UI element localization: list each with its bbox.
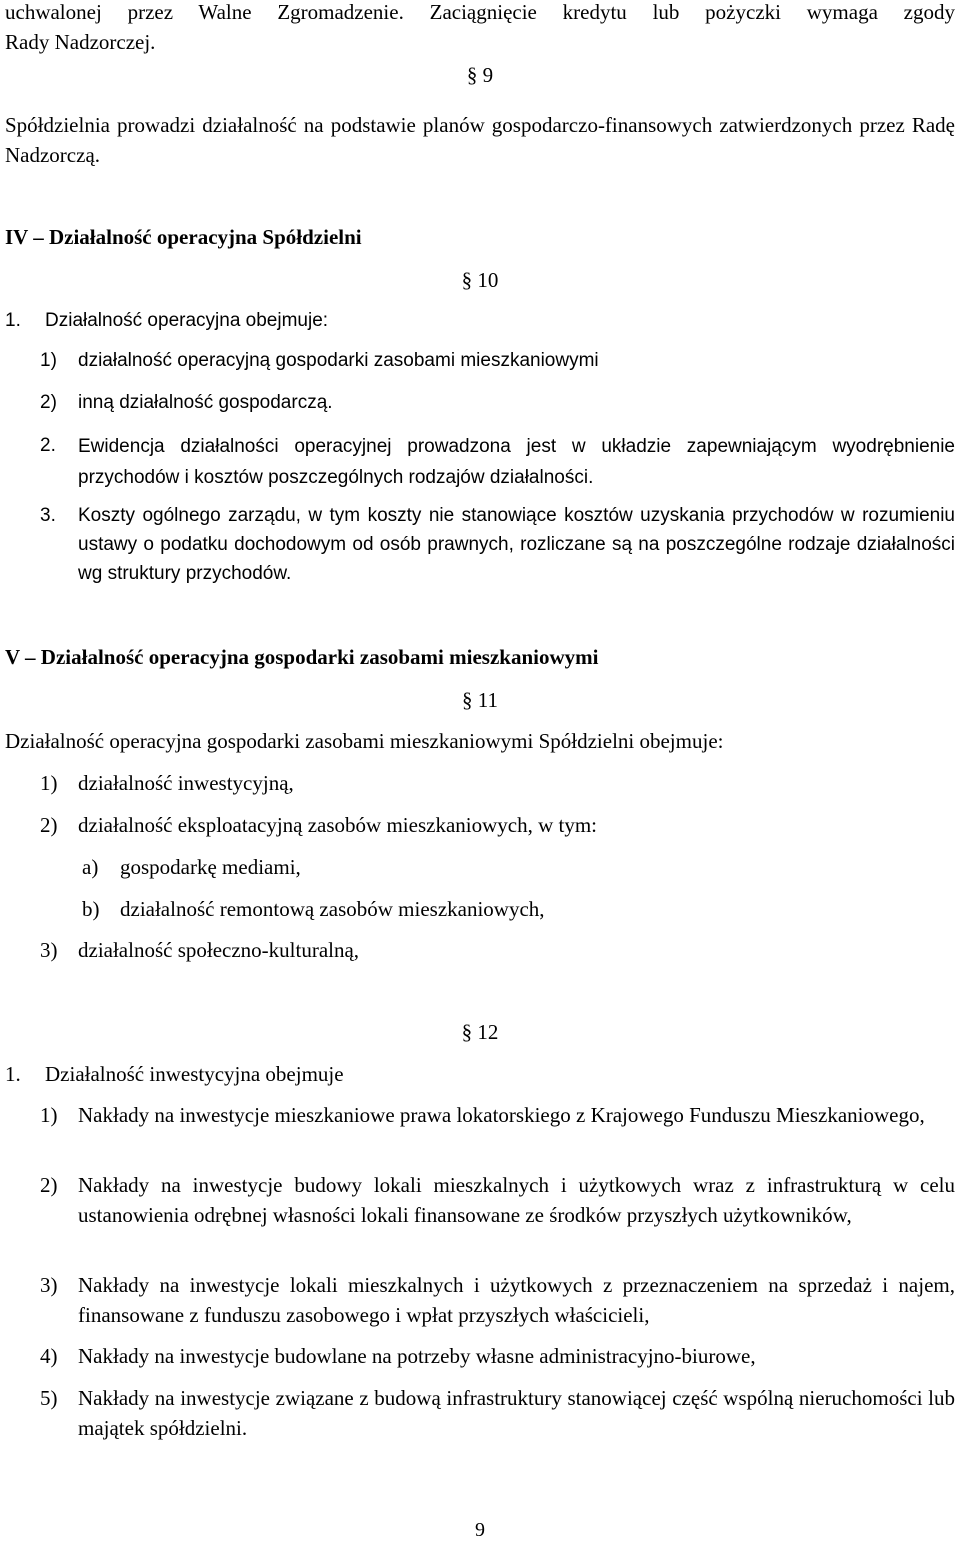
list-item-text: działalność eksploatacyjną zasobów mieszkaniowych, w tym: [78,813,598,837]
list-item [40,1170,955,1230]
list-item-text: Nakłady na inwestycje budowy lokali mieszkalnych i użytkowych wraz z infrastrukturą w celu ustanowienia odrębnej własności lokali finansowane ze środków przyszłych użytkowników, [78,1173,955,1227]
list-item-number: 5) [40,1386,58,1410]
para-number: 1. [5,310,21,331]
para-number: 3. [40,505,56,526]
page-number: 9 [475,1519,485,1541]
list-item [40,1270,955,1330]
section-9-sign: § 9 [466,63,494,87]
list-item-text: inną działalność gospodarczą. [78,392,333,413]
chapter-4-heading: IV – Działalność operacyjna Spółdzielni [5,225,362,249]
list-item-text: działalność operacyjną gospodarki zasobami mieszkaniowymi [78,350,599,371]
carryover-line-2: Rady Nadzorczej. [5,30,156,54]
para-text: Ewidencja działalności operacyjnej prowadzona jest w układzie zapewniającym wyodrębnienie przychodów i kosztów poszczególnych rodzajów działalności. [78,436,955,488]
section-9-text: Spółdzielnia prowadzi działalność na podstawie planów gospodarczo-finansowych zatwierdzonych przez Radę Nadzorczą. [5,113,955,167]
list-item-number: 1) [40,1103,58,1127]
list-item [40,935,955,965]
carryover-line-1: uchwalonej przez Walne Zgromadzenie. Zaciągnięcie kredytu lub pożyczki wymaga zgody [5,0,955,24]
section-12-para-1 [5,1059,955,1089]
chapter-5-heading: V – Działalność operacyjna gospodarki zasobami mieszkaniowymi [5,645,599,669]
list-item-number: 3) [40,1273,58,1297]
section-11-intro: Działalność operacyjna gospodarki zasobami mieszkaniowymi Spółdzielni obejmuje: [5,729,724,753]
list-item-text: działalność inwestycyjną, [78,771,294,795]
list-item [40,768,955,798]
section-10-para-1 [5,306,955,336]
list-item [40,346,955,376]
section-10-para-2 [40,431,955,493]
section-11-sign: § 11 [462,688,498,712]
list-item-number: b) [82,897,100,921]
list-item-number: 2) [40,1173,58,1197]
para-text: Działalność inwestycyjna obejmuje [45,1062,344,1086]
section-12-sign: § 12 [461,1020,499,1044]
list-item [40,1383,955,1443]
section-10-sign: § 10 [461,268,499,292]
list-item-text: Nakłady na inwestycje budowlane na potrzeby własne administracyjno-biurowe, [78,1344,756,1368]
list-item-text: gospodarkę mediami, [120,855,301,879]
list-item-number: 2) [40,813,58,837]
list-item [40,388,955,418]
list-item [82,852,955,882]
list-item-text: Nakłady na inwestycje lokali mieszkalnych i użytkowych z przeznaczeniem na sprzedaż i najem, finansowane z funduszu zasobowego i wpłat przyszłych właścicieli, [78,1273,955,1327]
list-item-text: Nakłady na inwestycje związane z budową infrastruktury stanowiącej część wspólną nieruchomości lub majątek spółdzielni. [78,1386,955,1440]
para-text: Koszty ogólnego zarządu, w tym koszty nie stanowiące kosztów uzyskania przychodów w rozumieniu ustawy o podatku dochodowym od osób prawnych, rozliczane są na poszczególne rodzaje działalności wg struktury przychodów. [78,505,955,584]
list-item-text: Nakłady na inwestycje mieszkaniowe prawa lokatorskiego z Krajowego Funduszu Mieszkaniowego, [78,1103,925,1127]
list-item [40,810,955,840]
list-item-number: 1) [40,350,57,371]
list-item-number: 2) [40,392,57,413]
list-item-number: 4) [40,1344,58,1368]
carryover-text [5,0,955,57]
list-item-number: a) [82,855,99,879]
list-item-text: działalność remontową zasobów mieszkaniowych, [120,897,545,921]
list-item-text: działalność społeczno-kulturalną, [78,938,360,962]
list-item [82,894,955,924]
list-item-number: 3) [40,938,58,962]
para-number: 2. [40,435,56,456]
para-text: Działalność operacyjna obejmuje: [45,310,329,331]
section-10-para-3 [40,501,955,588]
list-item [40,1100,955,1130]
list-item [40,1341,955,1371]
list-item-number: 1) [40,771,58,795]
para-number: 1. [5,1062,21,1086]
